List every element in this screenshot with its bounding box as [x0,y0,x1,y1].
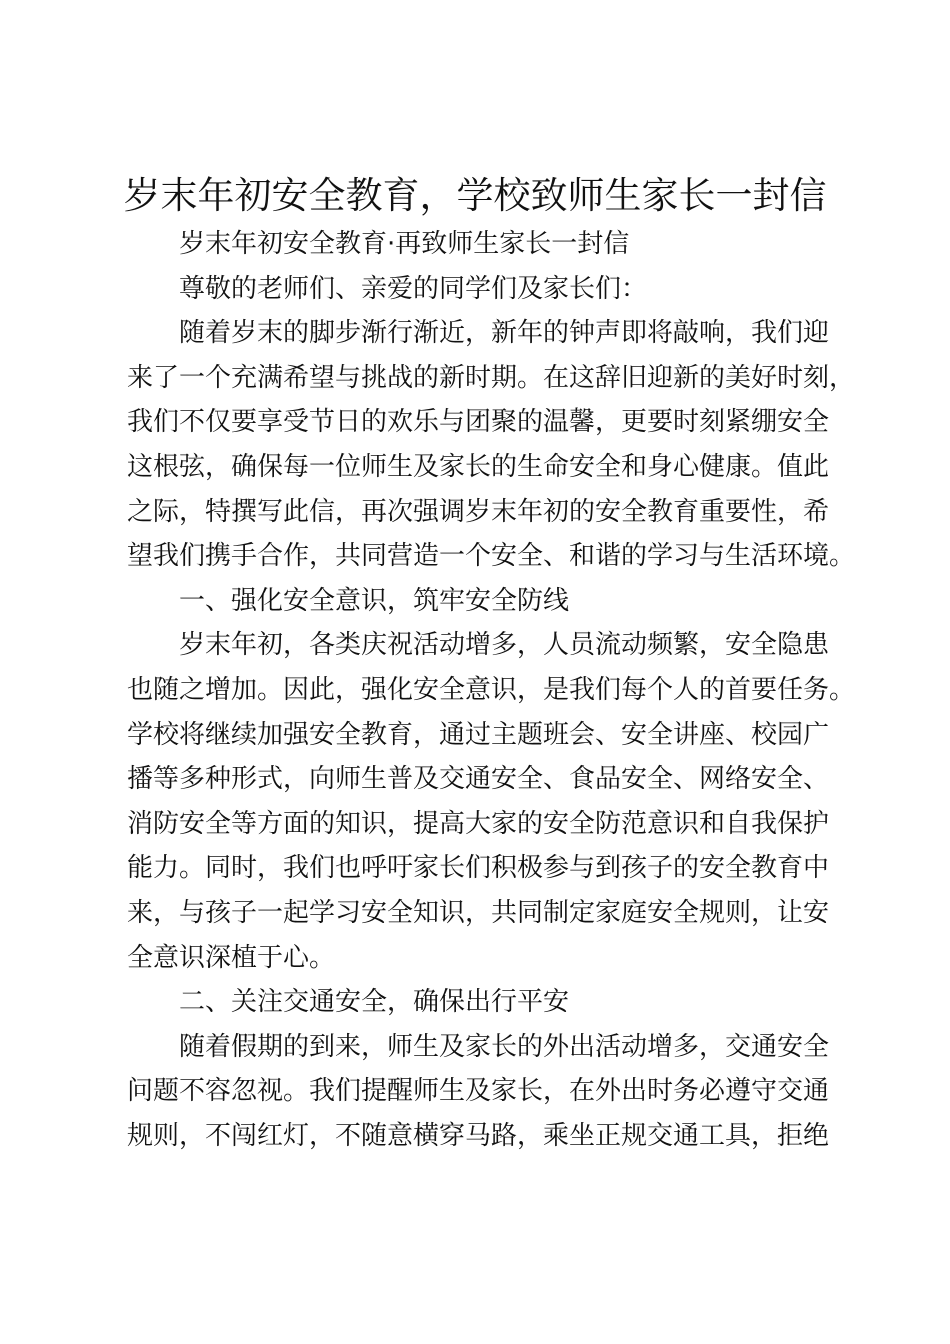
document-title: 岁末年初安全教育，学校致师生家长一封信 [123,174,827,217]
paragraph-line: 随着假期的到来，师生及家长的外出活动增多，交通安全 [179,1031,830,1062]
paragraph-line: 全意识深植于心。 [127,942,336,973]
paragraph-line: 望我们携手合作，共同营造一个安全、和谐的学习与生活环境。 [127,541,856,572]
paragraph-line: 岁末年初，各类庆祝活动增多，人员流动频繁，安全隐患 [179,630,830,661]
document-subtitle: 岁末年初安全教育·再致师生家长一封信 [179,229,630,259]
paragraph-line: 随着岁末的脚步渐行渐近，新年的钟声即将敲响，我们迎 [179,318,830,349]
section-heading: 一、强化安全意识，筑牢安全防线 [179,585,570,616]
paragraph-line: 播等多种形式，向师生普及交通安全、食品安全、网络安全、 [127,764,830,795]
paragraph-line: 我们不仅要享受节日的欢乐与团聚的温馨，更要时刻紧绷安全 [127,407,830,438]
document-body [127,222,856,1158]
paragraph-line: 能力。同时，我们也呼吁家长们积极参与到孩子的安全教育中 [127,853,830,884]
salutation-line: 尊敬的老师们、亲爱的同学们及家长们： [179,273,648,304]
paragraph-line: 学校将继续加强安全教育，通过主题班会、安全讲座、校园广 [127,719,830,750]
paragraph-line: 之际，特撰写此信，再次强调岁末年初的安全教育重要性，希 [127,496,830,527]
paragraph-line: 也随之增加。因此，强化安全意识，是我们每个人的首要任务。 [127,674,856,705]
paragraph-line: 这根弦，确保每一位师生及家长的生命安全和身心健康。值此 [127,451,830,482]
paragraph-line: 来了一个充满希望与挑战的新时期。在这辞旧迎新的美好时刻， [127,362,856,393]
paragraph-line: 问题不容忽视。我们提醒师生及家长，在外出时务必遵守交通 [127,1076,830,1107]
paragraph-line: 消防安全等方面的知识，提高大家的安全防范意识和自我保护 [127,808,830,839]
section-heading: 二、关注交通安全，确保出行平安 [179,987,570,1018]
paragraph-line: 来，与孩子一起学习安全知识，共同制定家庭安全规则，让安 [127,897,830,928]
paragraph-line: 规则，不闯红灯，不随意横穿马路，乘坐正规交通工具，拒绝 [127,1120,830,1151]
